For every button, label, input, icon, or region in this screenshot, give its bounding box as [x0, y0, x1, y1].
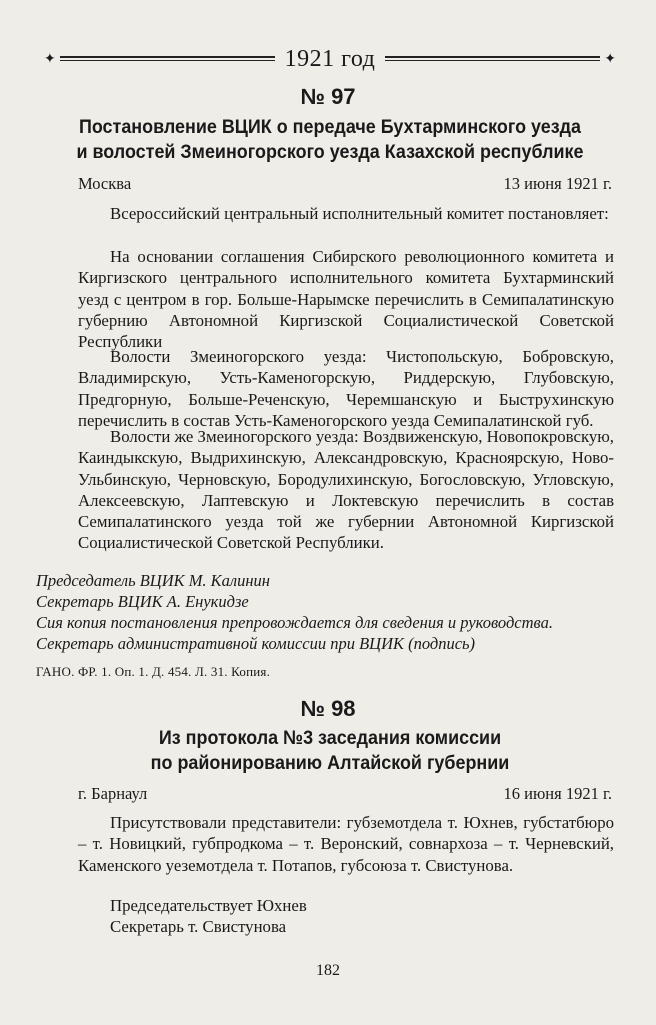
doc98-place: г. Барнаул	[78, 784, 148, 803]
doc98-secretary: Секретарь т. Свистунова	[110, 917, 287, 936]
doc97-paragraph: На основании соглашения Сибирского революционного комитета и Киргизского центрального исполнительного комитета Бухтарминский уезд с центром в гор. Больше-Нарымске перечислить в Семипалатинскую губернию Автономной Киргизской Социалистической Советской Республики	[78, 247, 614, 352]
doc97-copy-note-signature: Секретарь административной комиссии при ВЦИК (подпись)	[36, 634, 476, 653]
doc97-paragraph: Всероссийский центральный исполнительный комитет постановляет:	[110, 204, 609, 223]
doc97-title-line2: и волостей Змеиногорского уезда Казахской республике	[76, 141, 584, 163]
ornament-right-icon: ✦	[604, 51, 617, 67]
doc97-title-line1: Постановление ВЦИК о передаче Бухтарминского уезда	[78, 116, 582, 138]
doc98-date: 16 июня 1921 г.	[503, 784, 612, 803]
doc98-title-line1: Из протокола №3 заседания комиссии	[158, 727, 502, 749]
doc97-paragraph: Волости Змеиногорского уезда: Чистопольскую, Бобровскую, Владимирскую, Усть-Каменогорскую, Риддерскую, Глубовскую, Предгорную, Больше-Реченскую, Черемшанскую и Быструхинскую перечислить в состав Усть-Каменогорского уезда Семипалатинской губ.	[78, 347, 614, 430]
doc97-number: № 97	[300, 84, 356, 109]
doc97-date: 13 июня 1921 г.	[503, 174, 612, 193]
doc98-chair: Председательствует Юхнев	[110, 896, 307, 915]
doc98-title-line2: по районированию Алтайской губернии	[150, 752, 510, 774]
doc97-paragraph: Волости же Змеиногорского уезда: Воздвиженскую, Новопокровскую, Каиндыкскую, Выдрихинскую, Александровскую, Красноярскую, Ново-Ульбинскую, Черновскую, Бородулихинскую, Богословскую, Угловскую, Алексеевскую, Лаптевскую и Локтевскую перечислить в состав Семипалатинского уезда той же губернии Автономной Киргизской Социалистической Советской Республики.	[78, 427, 614, 553]
doc97-signature-secretary: Секретарь ВЦИК А. Енукидзе	[36, 592, 249, 611]
ornament-rule-left	[60, 55, 275, 63]
running-header	[40, 44, 620, 74]
year-heading: 1921 год	[284, 45, 376, 72]
page-number: 182	[316, 962, 340, 979]
doc98-meta	[78, 784, 612, 804]
doc97-copy-note: Сия копия постановления препровождается для сведения и руководства.	[36, 613, 553, 632]
doc98-number: № 98	[300, 696, 356, 721]
doc97-signature-chair: Председатель ВЦИК М. Калинин	[36, 571, 270, 590]
doc97-meta	[78, 174, 612, 194]
ornament-rule-right	[385, 55, 600, 63]
doc98-paragraph: Присутствовали представители: губземотдела т. Юхнев, губстатбюро – т. Новицкий, губпродкома – т. Веронский, совнархоза – т. Черневский, Каменского уеземотдела т. Потапов, губсоюза т. Свистунова.	[78, 813, 614, 875]
doc97-archive-source: ГАНО. ФР. 1. Оп. 1. Д. 454. Л. 31. Копия.	[36, 664, 271, 679]
ornament-left-icon: ✦	[44, 51, 56, 67]
doc97-place: Москва	[78, 174, 132, 193]
